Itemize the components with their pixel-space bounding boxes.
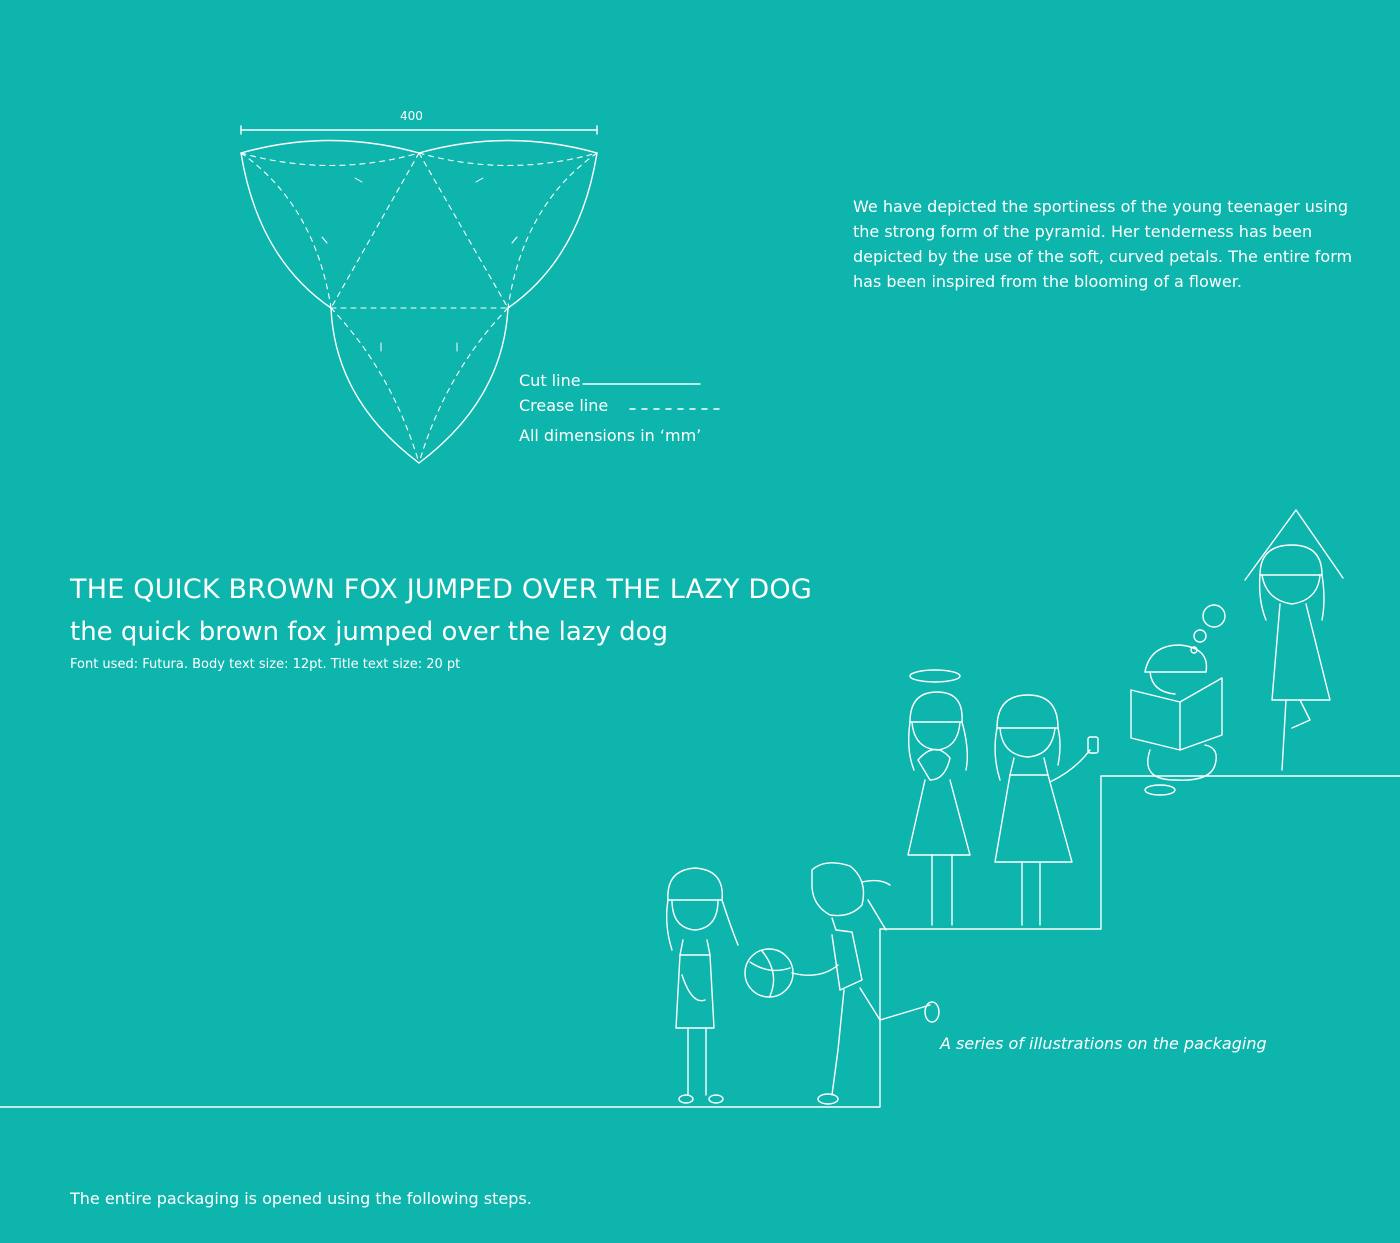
figure-angel-girl — [908, 670, 970, 925]
dimension-label: 400 — [400, 109, 423, 123]
figure-phone-girl — [995, 695, 1098, 925]
figure-reading-girl — [1131, 605, 1225, 795]
stairs-outline — [0, 776, 1400, 1107]
typography-title-lowercase: the quick brown fox jumped over the lazy dog — [70, 617, 669, 647]
description-paragraph: We have depicted the sportiness of the young teenager using the strong form of the pyramid. Her tenderness has been depicted by the use of the soft, curved petals. The entire form has been inspired from the blooming of a flower. — [853, 197, 1353, 291]
legend-crease-line-label: Crease line — [519, 396, 609, 415]
legend-units-label: All dimensions in ‘mm’ — [519, 426, 702, 445]
figure-yoga-girl — [1245, 510, 1343, 770]
illustration-caption: A series of illustrations on the packaging — [940, 1034, 1267, 1053]
typography-title-uppercase: THE QUICK BROWN FOX JUMPED OVER THE LAZY DOG — [70, 574, 812, 605]
dimension-line — [241, 126, 597, 134]
dieline-crease-lines — [241, 153, 597, 463]
footer-text: The entire packaging is opened using the following steps. — [70, 1189, 532, 1208]
legend-cut-line-label: Cut line — [519, 371, 581, 390]
font-note: Font used: Futura. Body text size: 12pt. Title text size: 20 pt — [70, 657, 461, 672]
figure-basketball-girl — [745, 863, 939, 1104]
dieline-marks — [322, 178, 517, 351]
figure-standing-girl — [667, 868, 738, 1103]
